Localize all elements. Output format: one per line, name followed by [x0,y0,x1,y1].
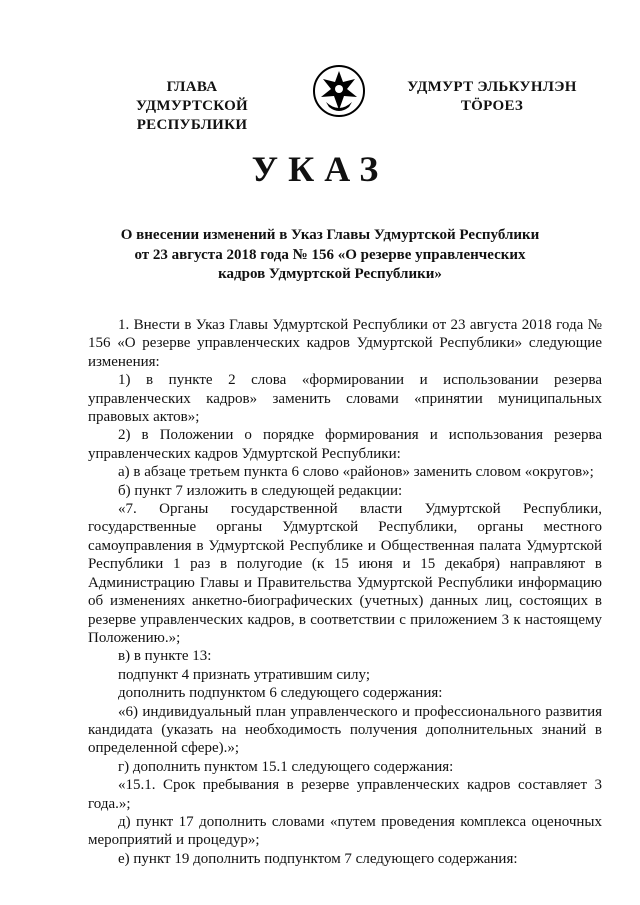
paragraph: подпункт 4 признать утратившим силу; [118,666,370,683]
paragraph: е) пункт 19 дополнить подпунктом 7 следующего содержания: [118,850,518,867]
header-left-line1: ГЛАВА [166,79,218,95]
header-right-line1: УДМУРТ ЭЛЬКУНЛЭН [407,79,577,95]
paragraph: в) в пункте 13: [118,648,212,665]
paragraph: «7. Органы государственной власти Удмуртской Республики, государственные органы Удмуртской Республики, органы местного самоуправления в Удмуртской Республике и Общественная палата Удмуртской Республики 1 раз в полугодие (к 15 июня и 15 декабря) направляют в Администрацию Главы и Правительства Удмуртской Республики информацию об изменениях анкетно-биографических (учетных) данных лиц, состоящих в резерве управленческих кадров, в соответствии с приложением 3 к настоящему Положению.»; [88,501,602,646]
header-left-line2: УДМУРТСКОЙ РЕСПУБЛИКИ [136,98,248,133]
document-body [88,316,602,868]
paragraph: 1. Внести в Указ Главы Удмуртской Республики от 23 августа 2018 года № 156 «О резерве управленческих кадров Удмуртской Республики» следующие изменения: [88,317,602,370]
subject-line-2: от 23 августа 2018 года № 156 «О резерве управленческих [134,246,526,263]
document-title: УКАЗ [251,149,389,189]
document-subject [100,226,560,285]
coat-of-arms-emblem [312,62,366,120]
header-right-line2: ТӦРОЕЗ [460,98,524,114]
paragraph: 1) в пункте 2 слова «формировании и использовании резерва управленческих кадров» заменить словами «принятии муниципальных правовых актов»; [88,372,602,426]
paragraph: 2) в Положении о порядке формирования и использования резерва управленческих кадров Удмуртской Республики: [88,427,602,462]
paragraph: д) пункт 17 дополнить словами «путем проведения комплекса оценочных мероприятий и процедур»; [88,813,602,849]
paragraph: а) в абзаце третьем пункта 6 слово «районов» заменить словом «округов»; [118,464,594,481]
header-right [392,78,592,116]
paragraph: б) пункт 7 изложить в следующей редакции: [118,482,403,499]
paragraph: «6) индивидуальный план управленческого и профессионального развития кандидата (указать на необходимость получения дополнительных знаний в определенной сфере).»; [88,703,602,757]
paragraph: дополнить подпунктом 6 следующего содержания: [118,685,443,702]
subject-line-1: О внесении изменений в Указ Главы Удмуртской Республики [120,227,540,243]
header-left [82,78,302,135]
subject-line-3: кадров Удмуртской Республики» [218,266,442,282]
paragraph: г) дополнить пунктом 15.1 следующего содержания: [118,758,454,775]
paragraph: «15.1. Срок пребывания в резерве управленческих кадров составляет 3 года.»; [88,777,602,812]
